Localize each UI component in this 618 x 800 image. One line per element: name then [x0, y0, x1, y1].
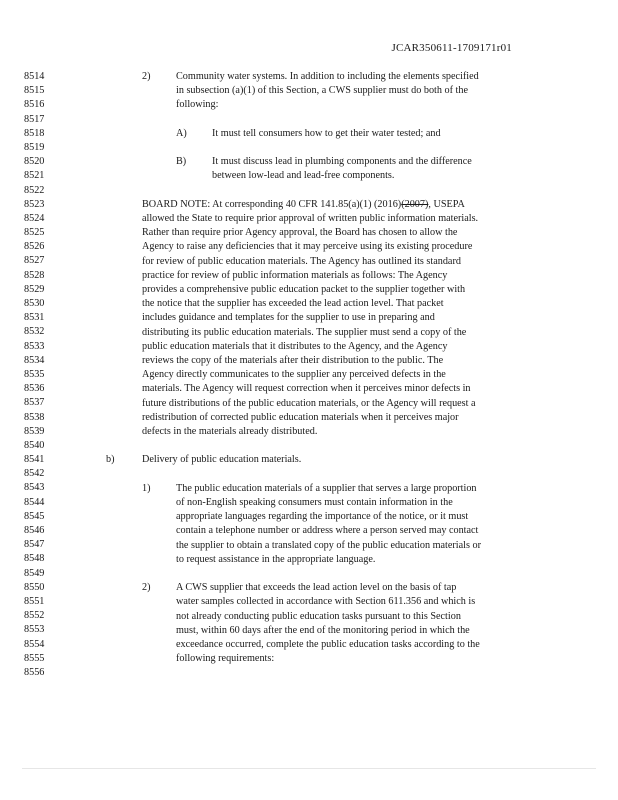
text-line: distributing its public education materials. The supplier must send a copy of the — [142, 326, 467, 338]
text-line: water samples collected in accordance with Section 611.356 and which is — [176, 596, 476, 608]
line-number: 8537 — [24, 397, 45, 409]
text-line: of non-English speaking consumers must contain information in the — [176, 496, 453, 508]
text-line: exceedance occurred, complete the public education tasks according to the — [176, 638, 480, 650]
line-number: 8546 — [24, 525, 45, 536]
text-line: not already conducting public education tasks pursuant to this Section — [176, 610, 461, 622]
item-label: 2) — [142, 71, 151, 82]
text-line: A CWS supplier that exceeds the lead action level on the basis of tap — [176, 582, 457, 594]
line-number: 8532 — [24, 326, 45, 338]
line-number: 8545 — [24, 510, 45, 522]
line-number: 8539 — [24, 425, 45, 437]
line-number: 8515 — [24, 85, 45, 97]
text-line: following requirements: — [176, 653, 275, 665]
text-line: between low-lead and lead-free components. — [212, 170, 395, 182]
page-bottom-rule — [22, 768, 596, 769]
text-line: the notice that the supplier has exceeded the lead action level. That packet — [142, 298, 444, 310]
board-note-first-line — [142, 198, 465, 212]
line-number: 8547 — [24, 539, 45, 551]
struck-text: (2007) — [401, 198, 429, 210]
item-label: B) — [176, 156, 187, 168]
line-number: 8551 — [24, 595, 45, 607]
item-label: 2) — [142, 582, 151, 594]
line-number-column — [24, 70, 54, 680]
line-number: 8542 — [24, 468, 45, 480]
text-line: following: — [176, 99, 219, 111]
item-label: 1) — [142, 482, 151, 494]
text-line: It must tell consumers how to get their water tested; and — [212, 127, 441, 139]
line-number: 8554 — [24, 638, 45, 650]
line-number: 8536 — [24, 383, 45, 395]
line-number: 8550 — [24, 581, 45, 593]
line-number: 8519 — [24, 141, 45, 153]
line-number: 8526 — [24, 241, 45, 253]
text-line: The public education materials of a supplier that serves a large proportion — [176, 482, 477, 494]
text-line: redistribution of corrected public education materials when it perceives major — [142, 411, 459, 423]
line-number: 8525 — [24, 227, 45, 239]
line-number: 8527 — [24, 255, 45, 267]
line-number: 8555 — [24, 652, 45, 664]
line-number: 8521 — [24, 170, 45, 182]
line-number: 8533 — [24, 340, 45, 352]
text-line: contain a telephone number or address where a person served may contact — [176, 525, 479, 537]
line-number: 8541 — [24, 454, 45, 466]
item-label: A) — [176, 127, 187, 139]
line-number: 8538 — [24, 411, 45, 423]
line-number: 8520 — [24, 156, 45, 168]
text-line: allowed the State to require prior approval of written public information materials. — [142, 212, 479, 224]
text-line: to request assistance in the appropriate language. — [176, 553, 376, 565]
line-number: 8556 — [24, 666, 45, 678]
text-line: practice for review of public information materials as follows: The Agency — [142, 269, 448, 281]
line-number: 8523 — [24, 198, 45, 210]
line-number: 8530 — [24, 298, 45, 309]
line-number: 8514 — [24, 71, 45, 82]
text-line: Agency to raise any deficiencies that it may perceive using its existing procedure — [142, 241, 473, 253]
document-id-header: JCAR350611-1709171r01 — [391, 42, 512, 54]
line-number: 8531 — [24, 312, 45, 324]
text-line: in subsection (a)(1) of this Section, a CWS supplier must do both of the — [176, 85, 469, 97]
line-number: 8534 — [24, 354, 45, 366]
text-line: Agency directly communicates to the supplier any perceived defects in the — [142, 369, 446, 381]
text-line: for review of public education materials. The Agency has outlined its standard — [142, 255, 461, 267]
text-line: It must discuss lead in plumbing components and the difference — [212, 156, 472, 168]
text-line: appropriate languages regarding the importance of the notice, or it must — [176, 511, 469, 523]
text-line: provides a comprehensive public education packet to the supplier together with — [142, 283, 466, 295]
line-number: 8518 — [24, 127, 45, 139]
line-number: 8529 — [24, 283, 45, 295]
text-line: future distributions of the public education materials, or the Agency will request a — [142, 397, 476, 409]
text-line: Community water systems. In addition to including the elements specified — [176, 71, 479, 82]
text-line: includes guidance and templates for the supplier to use in preparing and — [142, 312, 435, 324]
item-label: b) — [106, 454, 115, 466]
line-number: 8522 — [24, 184, 45, 196]
line-number: 8524 — [24, 212, 45, 224]
line-number: 8517 — [24, 113, 45, 125]
text-line: the supplier to obtain a translated copy of the public education materials or — [176, 539, 481, 551]
line-number: 8549 — [24, 567, 45, 579]
text-line: public education materials that it distributes to the Agency, and the Agency — [142, 340, 448, 352]
line-number: 8552 — [24, 610, 45, 622]
text-line: materials. The Agency will request correction when it perceives minor defects in — [142, 383, 471, 395]
line-number: 8544 — [24, 496, 45, 508]
text-line: reviews the copy of the materials after their distribution to the public. The — [142, 354, 444, 366]
text-line: must, within 60 days after the end of the monitoring period in which the — [176, 624, 470, 636]
board-note-prefix: BOARD NOTE: At corresponding 40 CFR 141.85(a)(1) (2016) — [142, 198, 402, 210]
line-number: 8548 — [24, 553, 45, 565]
line-number: 8528 — [24, 269, 45, 281]
section-heading: Delivery of public education materials. — [142, 454, 302, 466]
line-number: 8540 — [24, 439, 45, 451]
board-note-suffix: , USEPA — [428, 198, 465, 210]
text-line: defects in the materials already distributed. — [142, 425, 318, 437]
text-line: Rather than require prior Agency approval, the Board has chosen to allow the — [142, 227, 458, 239]
line-number: 8535 — [24, 368, 45, 380]
line-number: 8543 — [24, 482, 45, 494]
line-number: 8516 — [24, 99, 45, 111]
line-number: 8553 — [24, 624, 45, 636]
